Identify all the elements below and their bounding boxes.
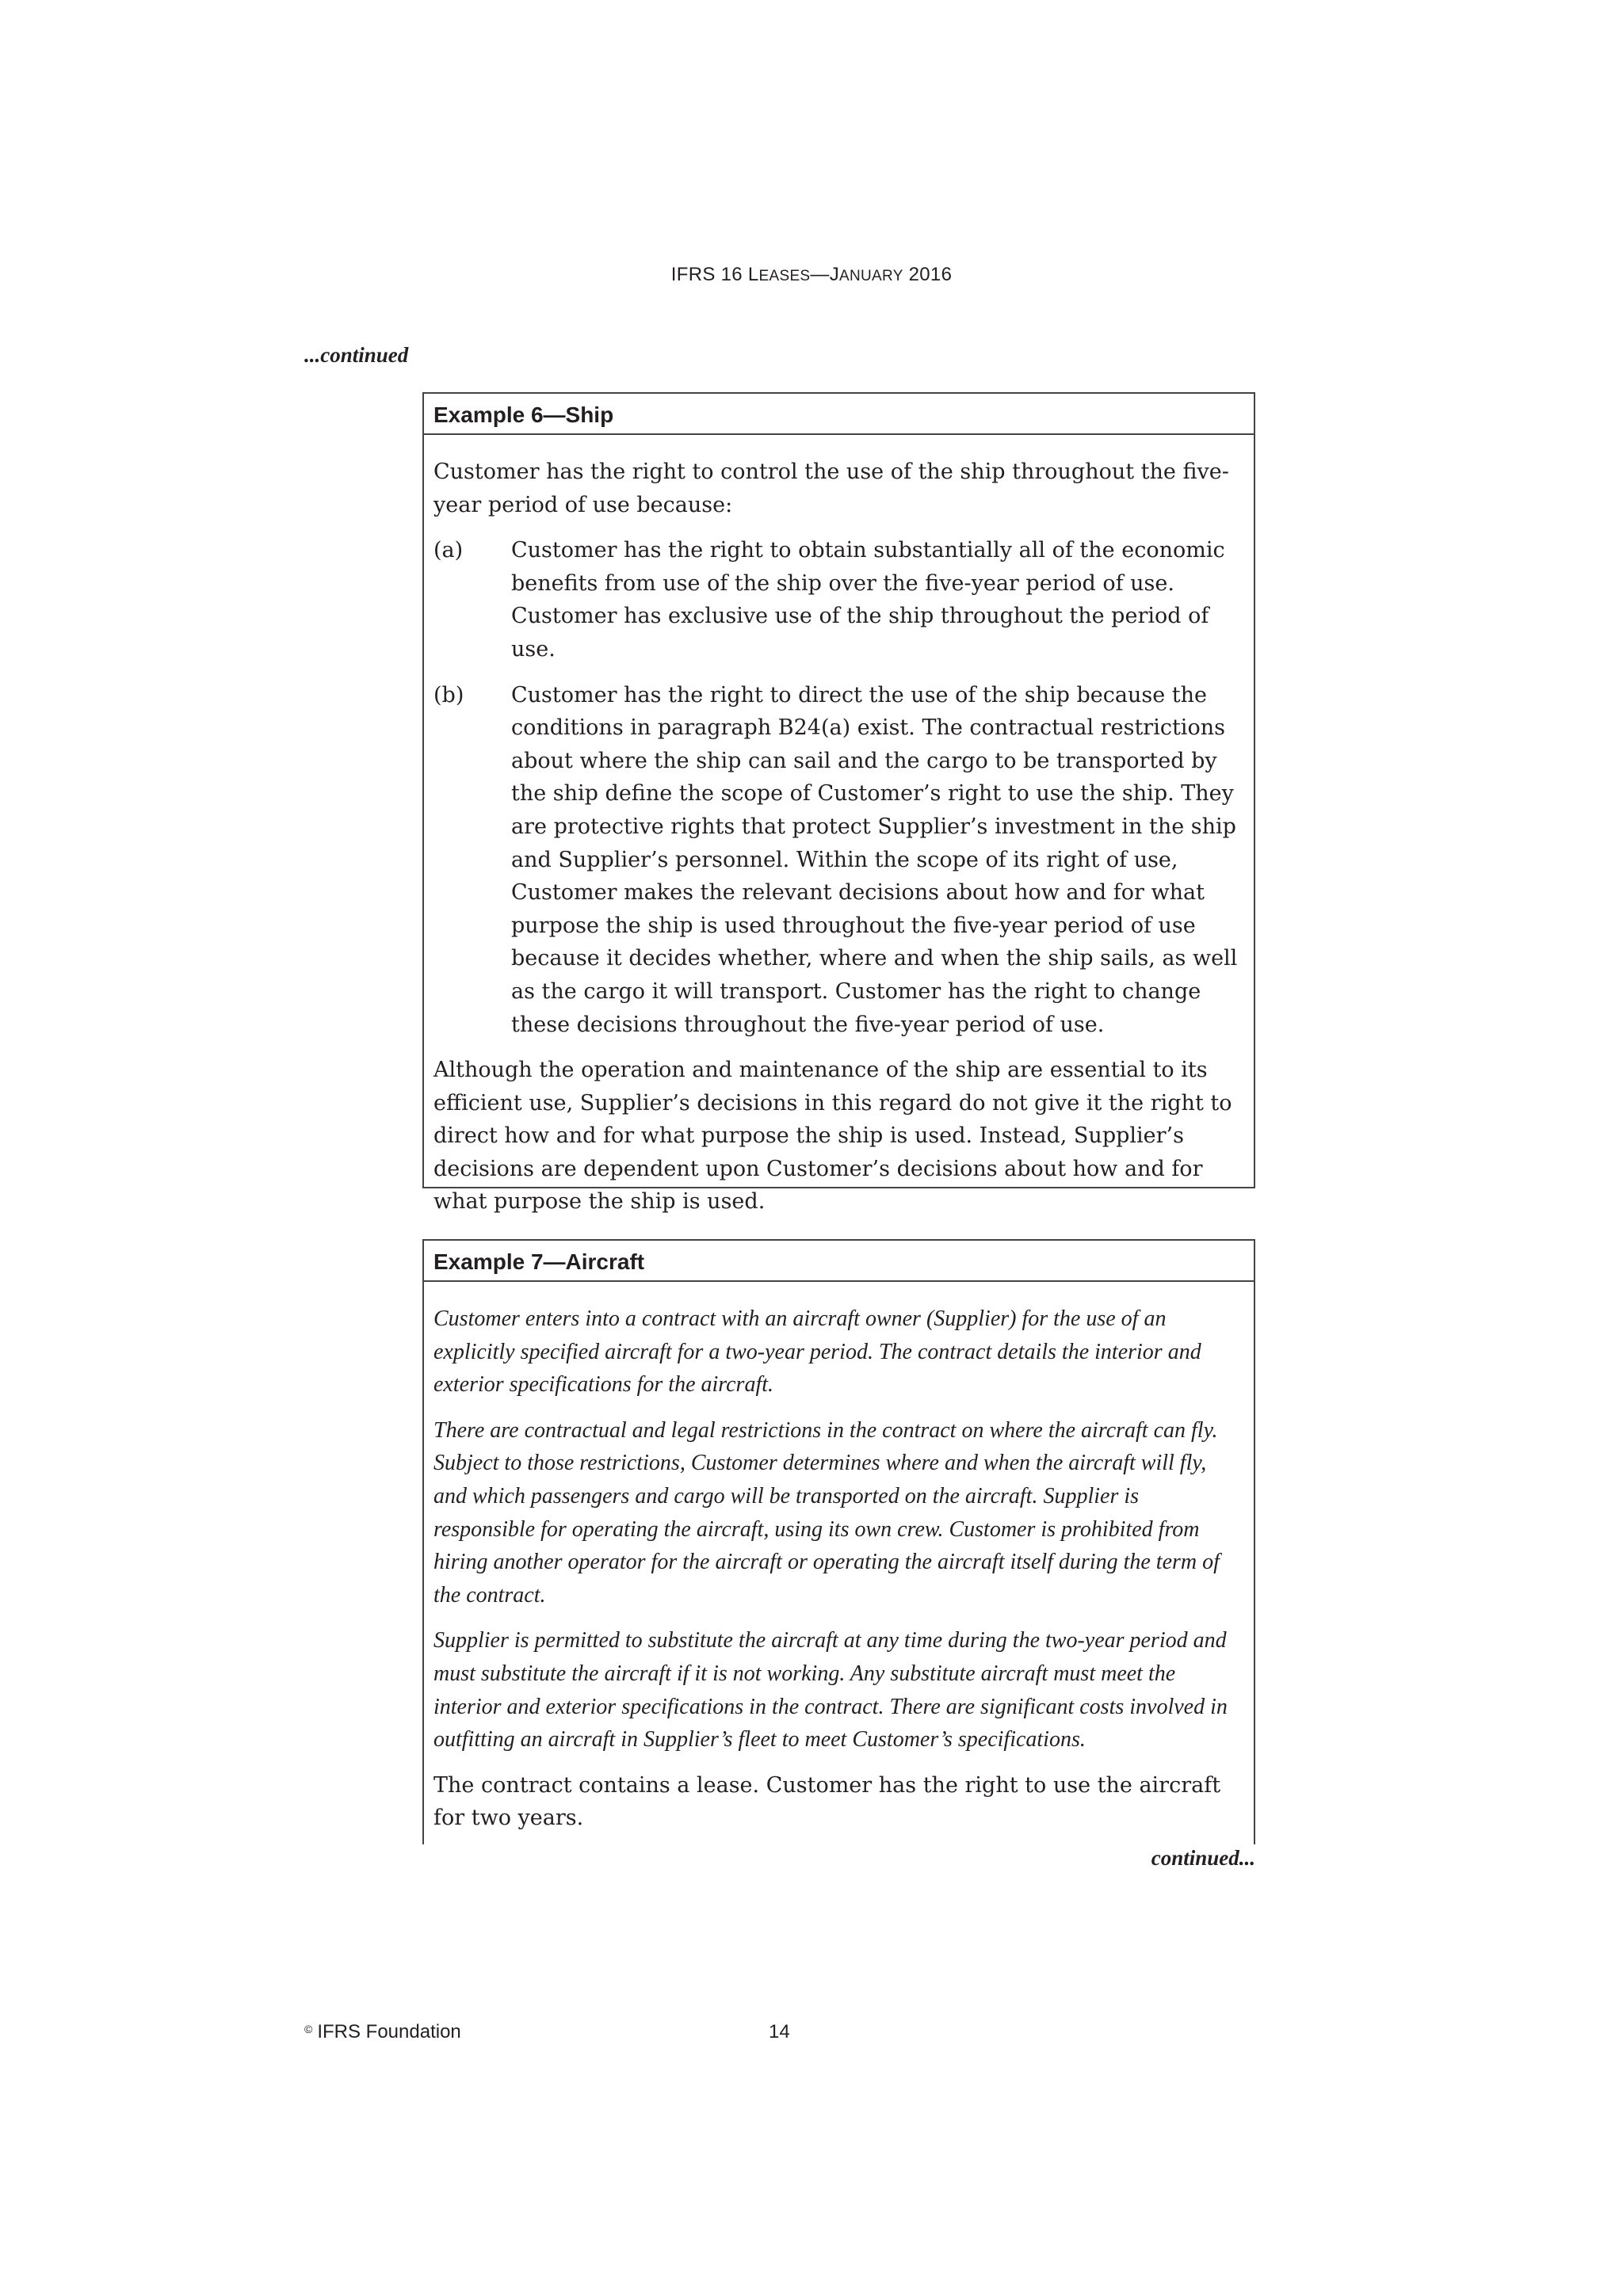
- example-6-title: Example 6—Ship: [424, 394, 1254, 435]
- header-leases-initial: L: [747, 264, 759, 285]
- example-6-item-b: [433, 679, 1244, 1042]
- example-7-fact-2: There are contractual and legal restrictions in the contract on where the aircraft can fly. Subject to those restrictions, Customer determines where and when the aircraft will fly, and which passengers and cargo will be transported on the aircraft. Supplier is responsible for operating the aircraft, using its own crew. Customer is prohibited from hiring another operator for the aircraft or operating the aircraft itself during the term of the contract.: [433, 1417, 1220, 1608]
- example-7-conclusion: The contract contains a lease. Customer has the right to use the aircraft for two years.: [433, 1772, 1221, 1831]
- header-leases-rest: EASES: [758, 268, 811, 284]
- header-january-initial: J: [829, 264, 840, 285]
- continued-from-previous: ...continued: [304, 343, 409, 367]
- item-text: Customer has the right to direct the use of the ship because the conditions in paragraph B24(a) exist. The contractual restrictions about where the ship can sail and the cargo to be transported by the ship define the scope of Customer’s right to use the ship. They are protective rights that protect Supplier’s investment in the ship and Supplier’s personnel. Within the scope of its right of use, Customer makes the relevant decisions about how and for what purpose the ship is used throughout the five-year period of use because it decides whether, where and when the ship sails, as well as the cargo it will transport. Customer has the right to change these decisions throughout the five-year period of use.: [511, 682, 1238, 1037]
- item-text: Customer has the right to obtain substantially all of the economic benefits from use of the ship over the five-year period of use. Customer has exclusive use of the ship throughout the period of use.: [511, 538, 1225, 662]
- example-7-fact-3: Supplier is permitted to substitute the aircraft at any time during the two-year period and must substitute the aircraft if it is not working. Any substitute aircraft must meet the interior and exterior specifications in the contract. There are significant costs involved in outfitting an aircraft in Supplier’s fleet to meet Customer’s specifications.: [433, 1628, 1228, 1753]
- header-year: 2016: [903, 264, 953, 285]
- example-6-box: [422, 392, 1255, 1215]
- example-7-box: [422, 1239, 1255, 1844]
- example-6-body: [424, 435, 1254, 1219]
- example-6-intro: Customer has the right to control the use of the ship throughout the five-year period of use because:: [433, 460, 1229, 517]
- example-7-body: [424, 1282, 1254, 1835]
- header-january-rest: ANUARY: [839, 268, 903, 284]
- item-label: (a): [433, 538, 464, 563]
- header-dash: —: [810, 264, 830, 285]
- example-6-item-a: [433, 534, 1244, 666]
- running-header: [0, 264, 1623, 286]
- example-7-fact-1: Customer enters into a contract with an aircraft owner (Supplier) for the use of an explicitly specified aircraft for a two-year period. The contract details the interior and exterior specifications for the aircraft.: [433, 1306, 1201, 1398]
- continued-on-next: continued...: [1151, 1846, 1255, 1870]
- footer-publisher: [304, 2021, 461, 2043]
- page-number: 14: [769, 2021, 790, 2042]
- item-label: (b): [433, 682, 464, 707]
- example-6-closing: Although the operation and maintenance of the ship are essential to its efficient use, Supplier’s decisions in this regard do not give it the right to direct how and for what purpose the ship is used. Instead, Supplier’s decisions are dependent upon Customer’s decisions about how and for what purpose the ship is used.: [433, 1058, 1232, 1215]
- copyright-symbol: ©: [304, 2023, 313, 2035]
- header-prefix: IFRS 16: [670, 264, 748, 285]
- publisher-name: IFRS Foundation: [317, 2021, 461, 2042]
- example-7-title: Example 7—Aircraft: [424, 1241, 1254, 1282]
